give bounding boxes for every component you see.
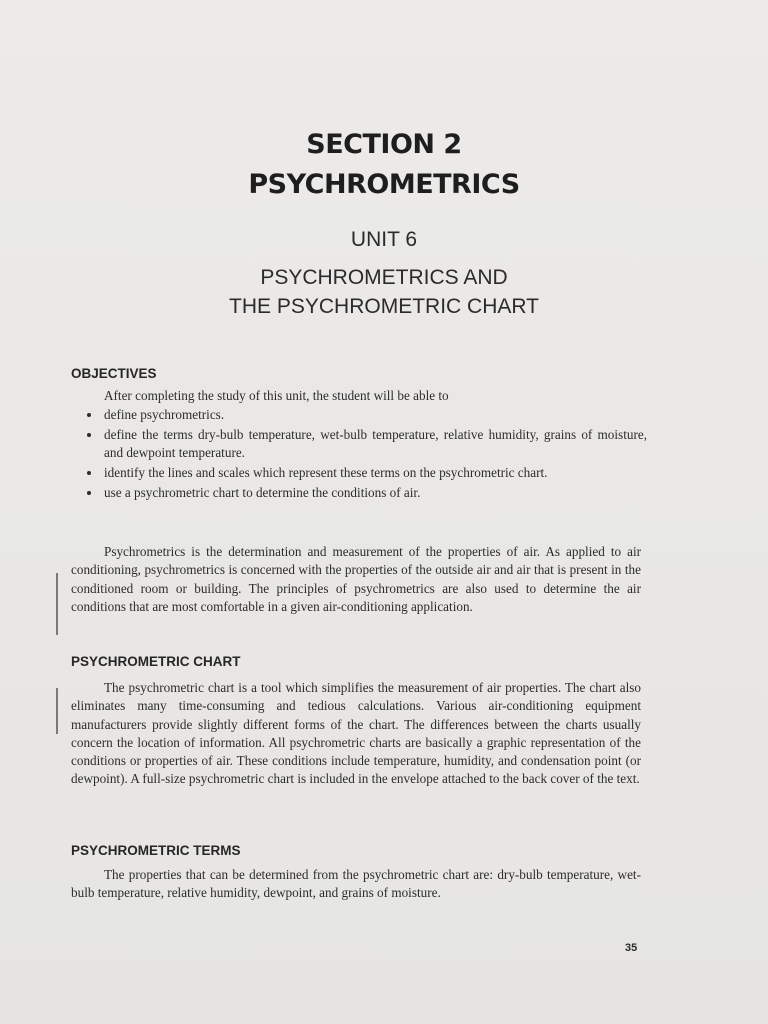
list-item bbox=[87, 484, 647, 502]
section-number: SECTION 2 bbox=[306, 129, 462, 160]
psychrometrics-paragraph: Psychrometrics is the determination and measurement of the properties of air. As applied to air conditioning, psychrometrics is concerned with the properties of the outside air and air that is present in the conditioned room or building. The principles of psychrometrics are also used to determine the air conditions that are most comfortable in a given air-conditioning application. bbox=[71, 544, 641, 614]
bullet-icon bbox=[87, 471, 91, 475]
unit-title-line-2: THE PSYCHROMETRIC CHART bbox=[229, 295, 539, 318]
bullet-icon bbox=[87, 491, 91, 495]
chart-heading: PSYCHROMETRIC CHART bbox=[71, 654, 241, 669]
bullet-icon bbox=[87, 413, 91, 417]
objective-text: use a psychrometric chart to determine the conditions of air. bbox=[104, 484, 421, 500]
objective-text: define the terms dry-bulb temperature, wet-bulb temperature, relative humidity, grains of moisture, and dewpoint temperature. bbox=[104, 426, 647, 461]
objective-text: define psychrometrics. bbox=[104, 407, 225, 422]
objectives-intro: After completing the study of this unit, the student will be able to bbox=[104, 388, 449, 403]
bullet-icon bbox=[87, 433, 91, 437]
list-item bbox=[87, 464, 647, 482]
unit-title-line-1: PSYCHROMETRICS AND bbox=[260, 266, 508, 289]
chart-paragraph: The psychrometric chart is a tool which simplifies the measurement of air properties. The chart also eliminates many time-consuming and tedious calculations. Various air-conditioning equipment manufacturers provide slightly different forms of the chart. The differences between the charts usually concern the location of information. All psychrometric charts are basically a graphic representation of the conditions or properties of air. These conditions include temperature, humidity, and condensation point (or dewpoint). A full-size psychrometric chart is included in the envelope attached to the back cover of the text. bbox=[71, 680, 641, 787]
objective-text: identify the lines and scales which represent these terms on the psychrometric chart. bbox=[104, 464, 548, 480]
objectives-heading: OBJECTIVES bbox=[71, 366, 157, 381]
list-item bbox=[87, 426, 647, 463]
list-item bbox=[87, 406, 647, 424]
page-number: 35 bbox=[625, 942, 638, 954]
unit-number: UNIT 6 bbox=[350, 228, 418, 251]
objectives-list bbox=[87, 406, 647, 503]
section-title: PSYCHROMETRICS bbox=[248, 169, 520, 200]
revision-bar bbox=[56, 573, 58, 635]
terms-heading: PSYCHROMETRIC TERMS bbox=[71, 843, 241, 858]
revision-bar bbox=[56, 688, 58, 734]
terms-paragraph: The properties that can be determined from the psychrometric chart are: dry-bulb temperature, wet-bulb temperature, relative humidity, dewpoint, and grains of moisture. bbox=[71, 867, 641, 901]
